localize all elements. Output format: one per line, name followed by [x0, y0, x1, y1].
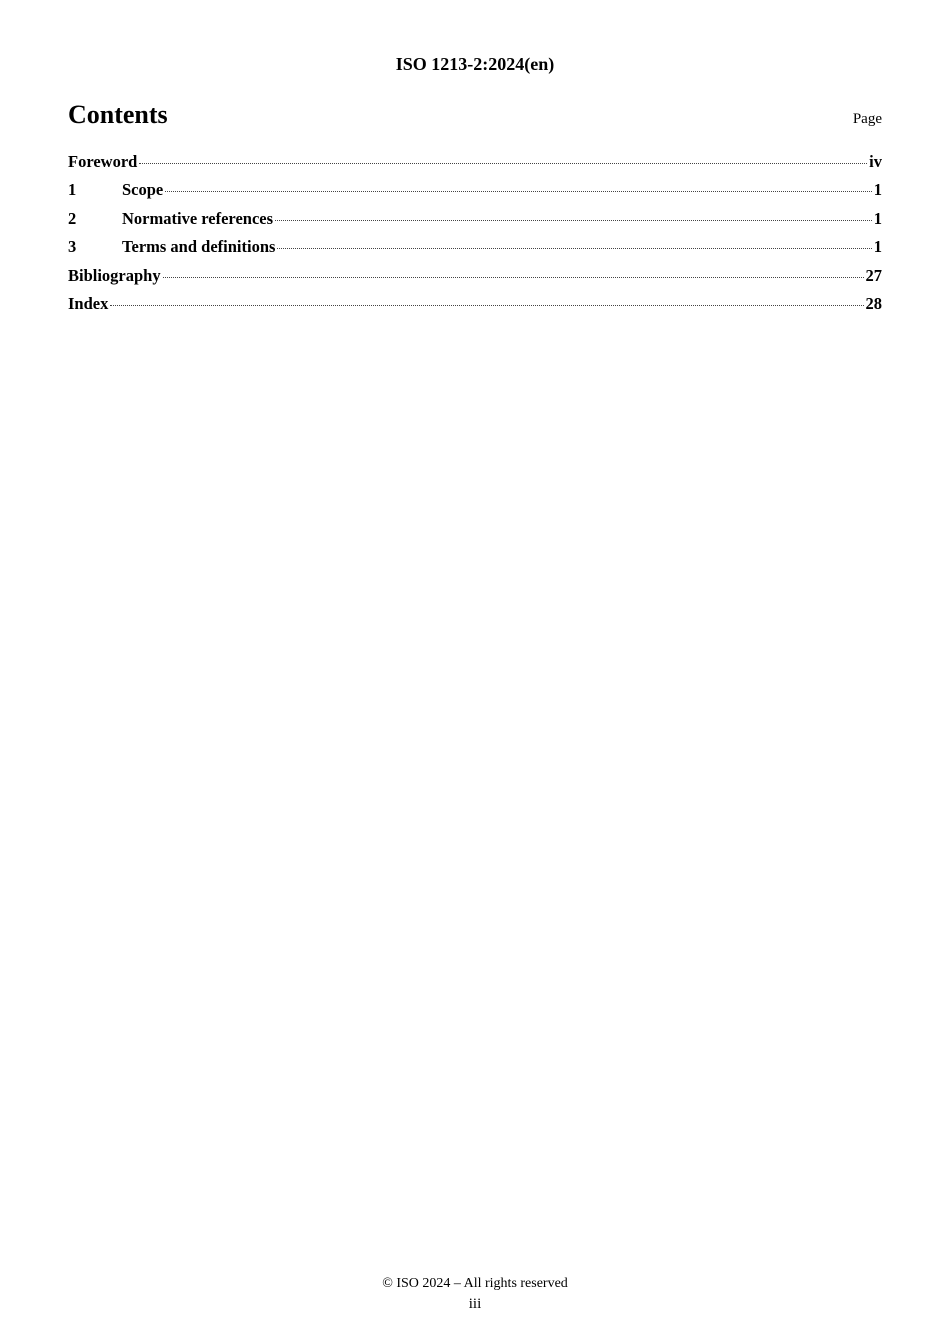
page-number: iii [468, 1296, 482, 1312]
toc-entry-index[interactable] [68, 294, 882, 322]
contents-title: Contents [68, 100, 168, 129]
document-id: ISO 1213-2:2024(en) [395, 54, 555, 74]
toc-dot-leader [277, 248, 871, 249]
toc-entry-number: 1 [68, 180, 77, 200]
toc-entry-page: iv [869, 152, 882, 171]
copyright-notice: © ISO 2024 – All rights reserved [382, 1276, 568, 1291]
toc-entry-title[interactable]: Foreword [68, 152, 138, 171]
toc-entry-page: 1 [873, 237, 882, 257]
toc-dot-leader [165, 191, 872, 192]
contents-header [68, 100, 882, 130]
toc-entry-normative-references[interactable] [68, 209, 882, 237]
toc-entry-page: 28 [865, 293, 882, 313]
toc-entry-page: 1 [873, 208, 882, 228]
toc-dot-leader [275, 220, 872, 221]
toc-entry-number: 2 [68, 208, 77, 228]
toc-entry-page: 1 [873, 180, 882, 200]
toc-entry-foreword[interactable] [68, 152, 882, 180]
toc-dot-leader [163, 277, 864, 278]
toc-dot-leader [110, 305, 863, 306]
toc-entry-bibliography[interactable] [68, 266, 882, 294]
toc-entry-title[interactable]: Terms and definitions [122, 237, 276, 257]
toc-entry-title[interactable]: Normative references [122, 208, 274, 228]
toc-entry-scope[interactable] [68, 180, 882, 208]
page-footer [0, 1276, 950, 1313]
toc-entry-title[interactable]: Bibliography [68, 265, 161, 285]
table-of-contents [68, 152, 882, 322]
toc-entry-title[interactable]: Index [68, 293, 109, 313]
toc-entry-number: 3 [68, 237, 77, 257]
page-column-label: Page [852, 111, 882, 127]
toc-entry-title[interactable]: Scope [122, 180, 164, 200]
toc-entry-page: 27 [865, 265, 882, 285]
toc-dot-leader [139, 163, 867, 164]
toc-entry-terms-and-definitions[interactable] [68, 237, 882, 265]
